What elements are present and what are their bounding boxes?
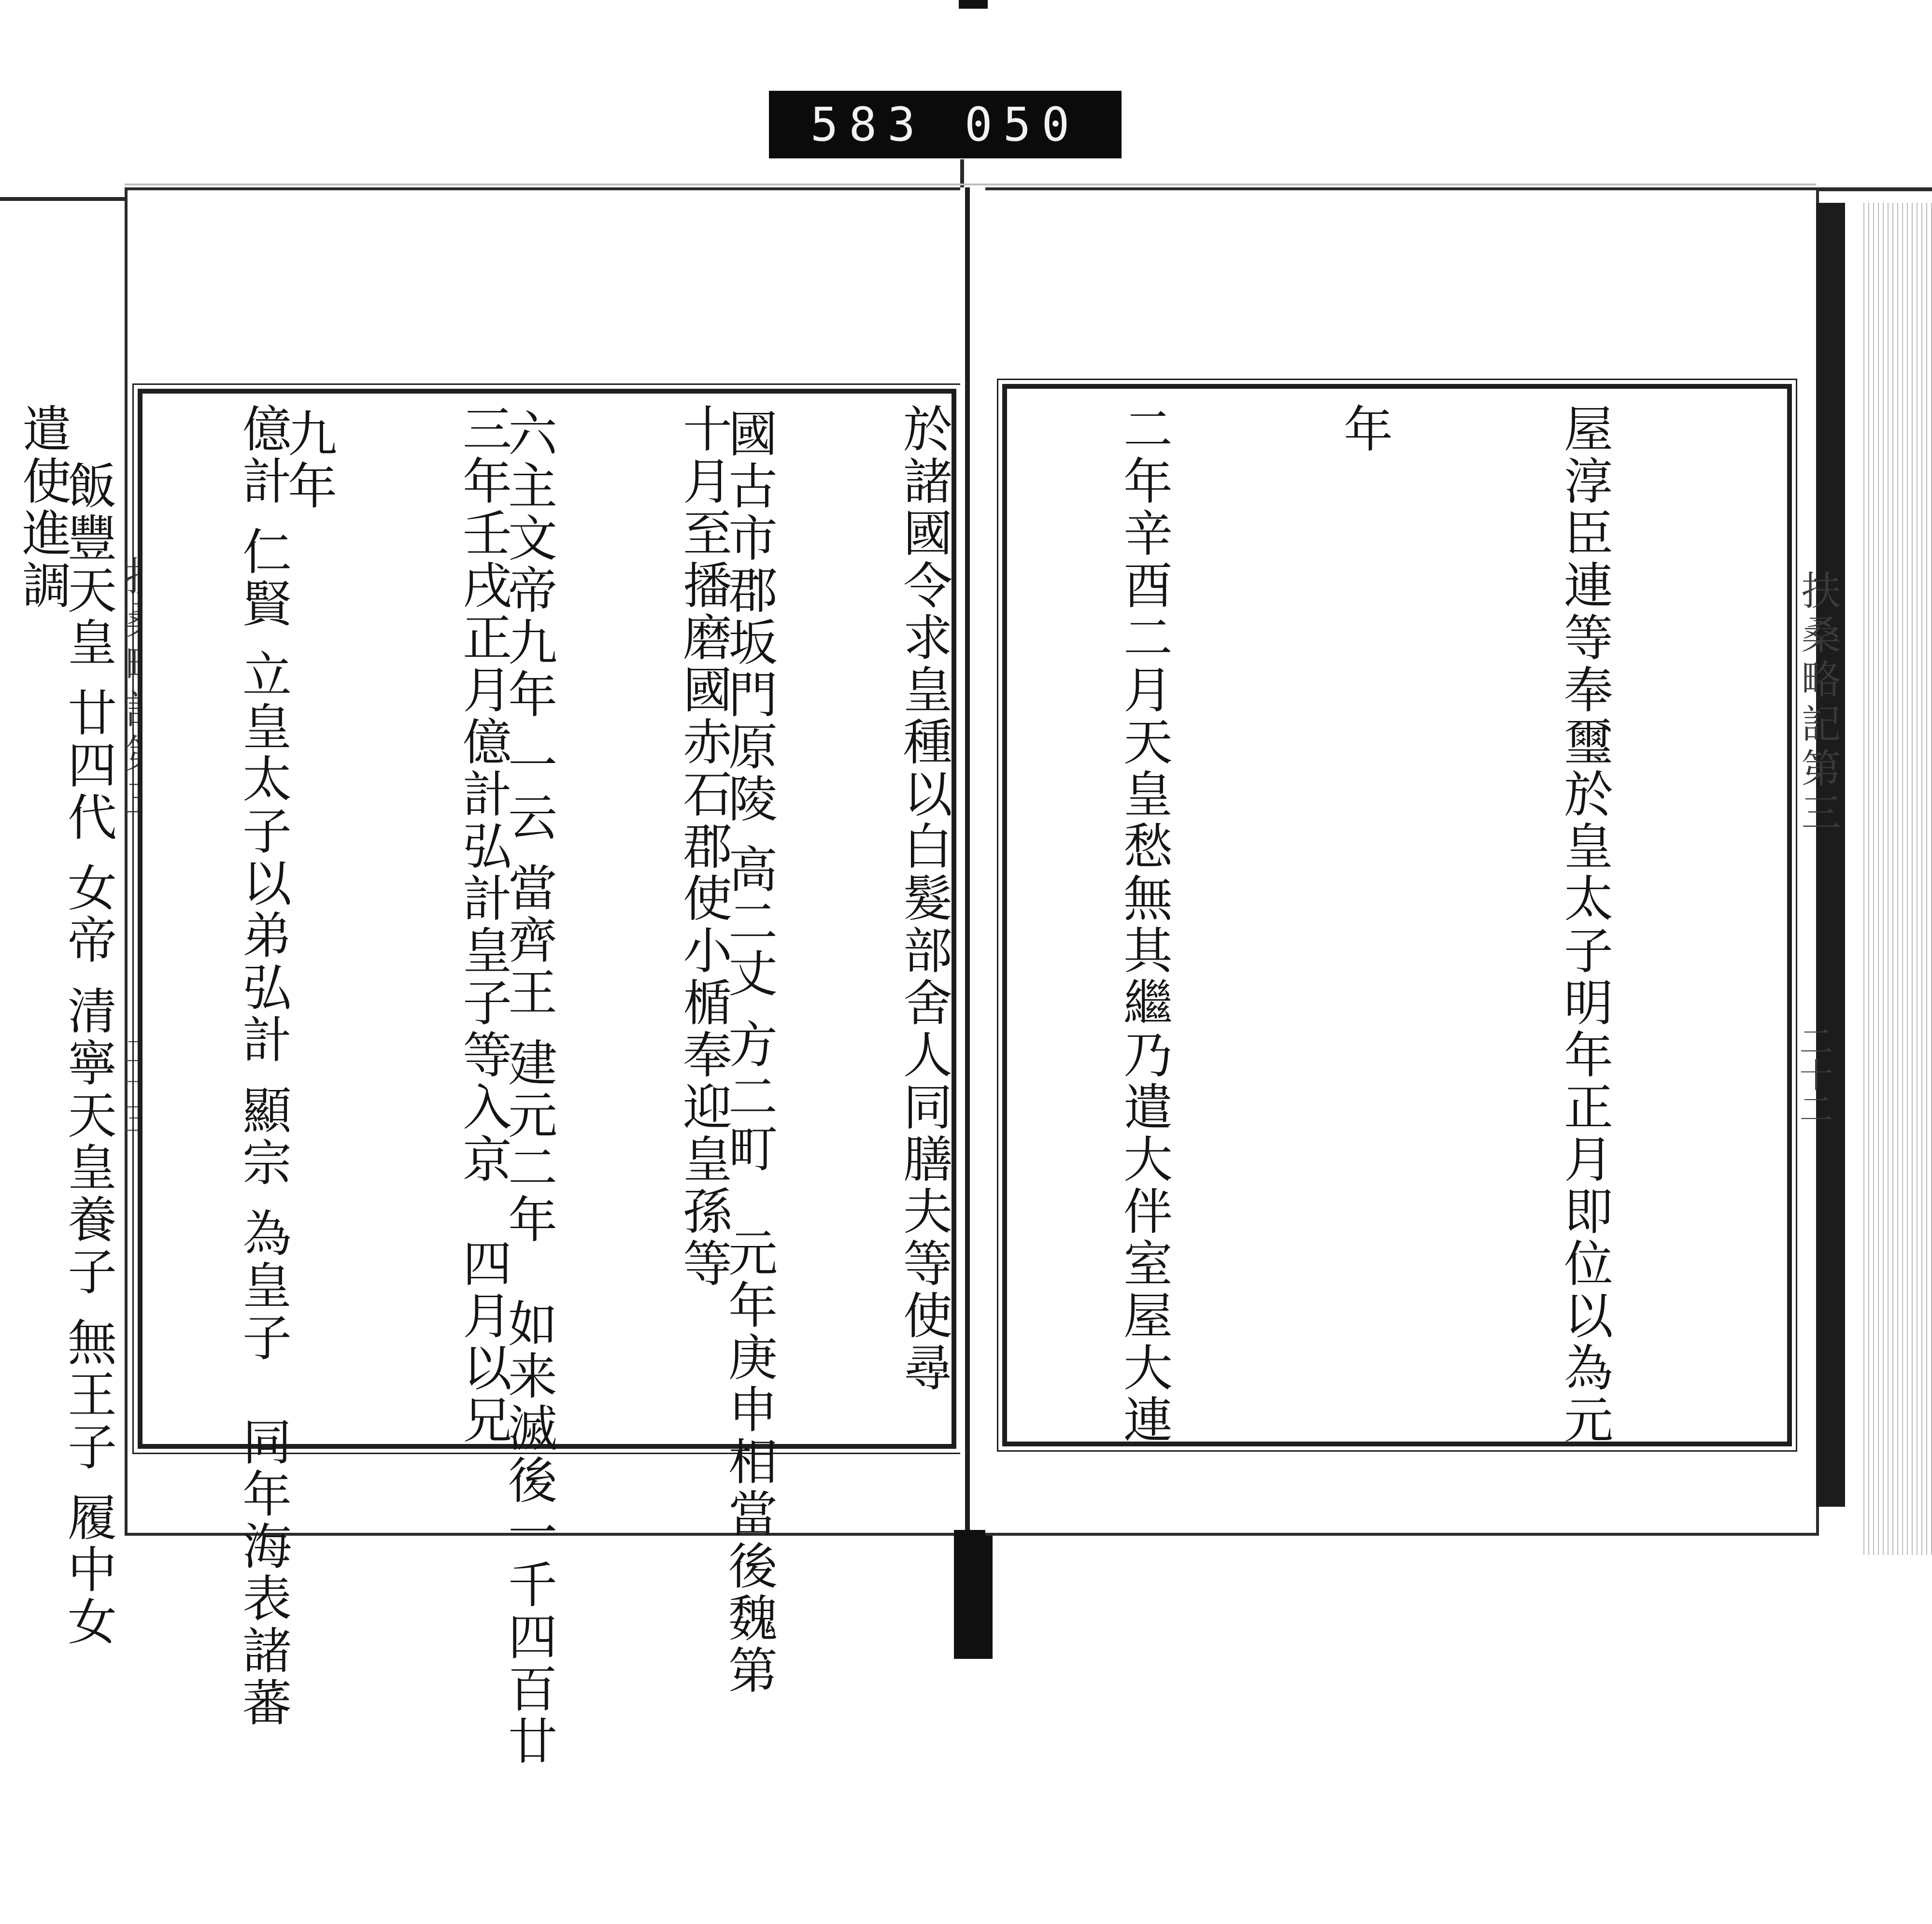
text-line: 年	[1335, 403, 1393, 455]
text-line: 於諸國令求皇種以白髮部舍人同膳夫等使尋	[895, 403, 952, 1394]
text-line: 國古市郡坂門原陵 高二丈 方二町 元年庚申相當後魏第	[720, 408, 778, 1697]
text-line: 六主文帝九年 一云 當齊王 建元二年 如来滅後一千四百廿	[500, 408, 557, 1768]
film-frame-number: 583 050	[769, 91, 1122, 158]
scan-edge-line	[1816, 187, 1932, 191]
film-edge-mark	[959, 0, 988, 9]
right-page-running-head: 扶桑略記第三	[1795, 570, 1841, 836]
text-line: 遣使進調	[14, 403, 71, 612]
text-line: 十月至播磨國赤石郡使小楯奉迎皇孫等	[675, 403, 732, 1290]
text-line: 二年辛酉二月天皇愁無其繼乃遣大伴室屋大連	[1115, 403, 1173, 1446]
text-line: 屋淳臣連等奉璽於皇太子明年正月即位以為元	[1556, 403, 1613, 1446]
text-line: 億計 仁賢 立皇太子以弟弘計 顯宗 為皇子 同年海表諸蕃	[234, 403, 292, 1729]
text-line: 九年	[280, 408, 337, 512]
right-page-number: 二十二	[1794, 1024, 1833, 1125]
scan-edge-line	[0, 197, 125, 201]
book-top-edge	[125, 184, 1816, 185]
page-edge-shadow	[1816, 203, 1845, 1507]
text-line: 三年壬戌正月億計弘計皇子等入京 四月以兄	[455, 403, 512, 1446]
stacked-page-edges	[1860, 203, 1932, 1555]
spine-shadow	[954, 1530, 993, 1659]
text-line: 飯豐天皇 廿四代 女帝 清寧天皇養子 無王子 履中女	[59, 408, 117, 1649]
